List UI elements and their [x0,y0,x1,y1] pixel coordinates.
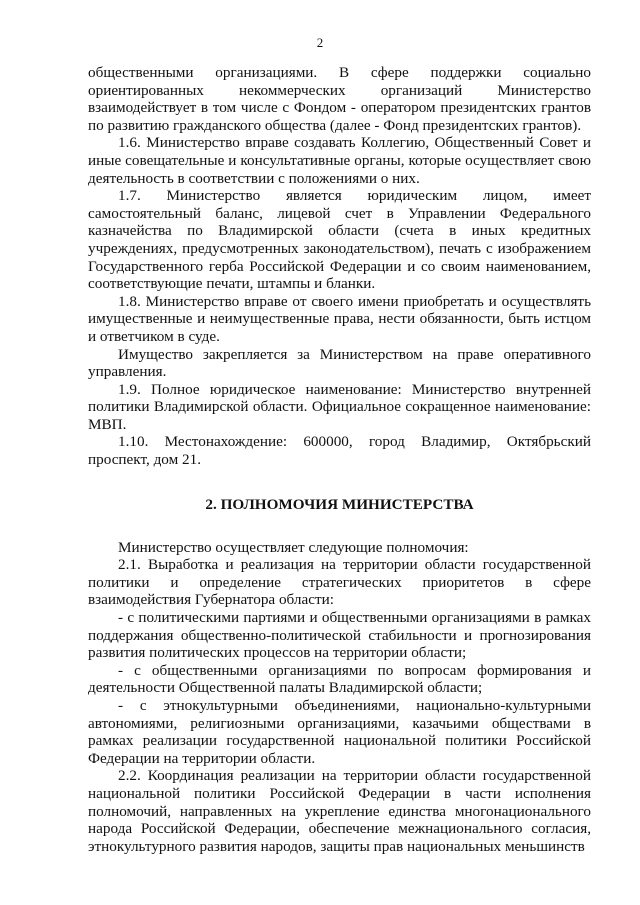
list-item-parties: - с политическими партиями и общественными организациями в рамках поддержания общественно-политической стабильности и прогнозирования развития политических процессов на территории области; [88,609,591,662]
paragraph-2-1: 2.1. Выработка и реализация на территории области государственной политики и определение стратегических приоритетов в сфере взаимодействия Губернатора области: [88,556,591,609]
paragraph-continuation: общественными организациями. В сфере поддержки социально ориентированных некоммерческих организаций Министерство взаимодействует в том числе с Фондом - оператором президентских грантов по развитию гражданского общества (далее - Фонд президентских грантов). [88,64,591,134]
paragraph-1-7: 1.7. Министерство является юридическим лицом, имеет самостоятельный баланс, лицевой счет в Управлении Федерального казначейства по Владимирской области (счета в иных кредитных учреждениях, предусмотренных законодательством), печать с изображением Государственного герба Российской Федерации и со своим наименованием, соответствующие печати, штампы и бланки. [88,187,591,293]
section-heading: 2. ПОЛНОМОЧИЯ МИНИСТЕРСТВА [205,495,474,513]
paragraph-2-2: 2.2. Координация реализации на территории области государственной национальной политики Российской Федерации в части исполнения полномочий, направленных на укрепление единства многонационального народа Российской Федерации, обеспечение межнационального согласия, этнокультурного развития народов, защиты прав национальных меньшинств [88,767,591,855]
paragraph-property: Имущество закрепляется за Министерством на праве оперативного управления. [88,345,591,381]
paragraph-1-10: 1.10. Местонахождение: 600000, город Владимир, Октябрьский проспект, дом 21. [88,433,591,469]
document-body [88,64,591,855]
paragraph-1-9: 1.9. Полное юридическое наименование: Министерство внутренней политики Владимирской области. Официальное сокращенное наименование: МВП. [88,380,591,433]
paragraph-powers-intro: Министерство осуществляет следующие полномочия: [118,538,469,556]
page-number: 2 [316,35,324,50]
paragraph-1-8: 1.8. Министерство вправе от своего имени приобретать и осуществлять имущественные и неимущественные права, нести обязанности, быть истцом и ответчиком в суде. [88,292,591,345]
paragraph-1-6: 1.6. Министерство вправе создавать Коллегию, Общественный Совет и иные совещательные и консультативные органы, которые осуществляет свою деятельность в соответствии с положениями о них. [88,134,591,187]
list-item-public-chamber: - с общественными организациями по вопросам формирования и деятельности Общественной палаты Владимирской области; [88,661,591,697]
list-item-ethnocultural: - с этнокультурными объединениями, национально-культурными автономиями, религиозными организациями, казачьими обществами в рамках реализации государственной национальной политики Российской Федерации на территории области. [88,697,591,767]
